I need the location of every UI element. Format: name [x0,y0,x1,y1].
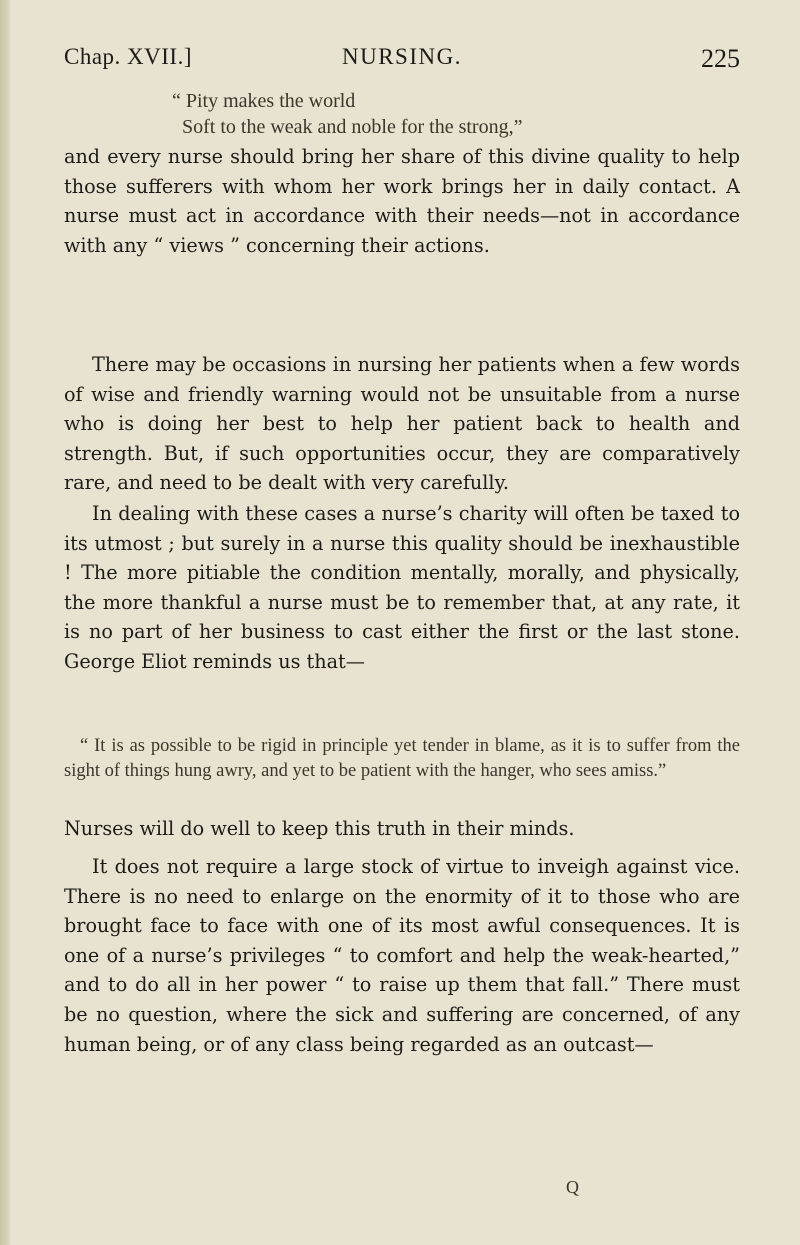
running-header [64,44,740,84]
verse-line-1: “ Pity makes the world [172,90,356,112]
verse-quote [172,88,522,140]
chapter-label: Chap. XVII.] [64,44,192,69]
paragraph-5-text: It does not require a large stock of virtue to inveigh against vice. There is no need to enlarge on the enormity of it to those who are brought face to face with one of its most awful consequences. It is one of a nurse’s privileges “ to comfort and help the weak-hearted,” and to do all in her power “ to raise up them that fall.” There must be no question, where the sick and suffering are concerned, of any human being, or of any class being regarded as an outcast— [64,855,740,1056]
verse-line-2: Soft to the weak and noble for the strong,” [182,116,523,138]
block-quote: “ It is as possible to be rigid in principle yet tender in blame, as it is to suffer from the sight of things hung awry, and yet to be patient with the hanger, who sees amiss.” [64,736,740,781]
paragraph-2 [64,350,740,498]
paragraph-3 [64,499,740,677]
running-title: NURSING. [342,44,462,69]
paragraph-4-text: Nurses will do well to keep this truth in their minds. [64,817,575,840]
paragraph-1 [64,142,740,260]
paragraph-2-text: There may be occasions in nursing her patients when a few words of wise and friendly warning would not be unsuitable from a nurse who is doing her best to help her patient back to health and strength. But, if such opportunities occur, they are comparatively rare, and need to be dealt with very carefully. [64,353,740,495]
page-edge [0,0,10,1245]
signature-mark: Q [566,1177,579,1197]
paragraph-5 [64,852,740,1059]
paragraph-3-text: In dealing with these cases a nurse’s charity will often be taxed to its utmost ; but surely in a nurse this quality should be inexhaustible ! The more pitiable the condition mentally, morally, and physically, the more thankful a nurse must be to remember that, at any rate, it is no part of her business to cast either the first or the last stone. George Eliot reminds us that— [64,502,740,673]
paragraph-1-text: and every nurse should bring her share of this divine quality to help those sufferers with whom her work brings her in daily contact. A nurse must act in accordance with their needs—not in accordance with any “ views ” concerning their actions. [64,145,740,257]
page-number: 225 [701,44,740,73]
paragraph-4 [64,814,740,844]
